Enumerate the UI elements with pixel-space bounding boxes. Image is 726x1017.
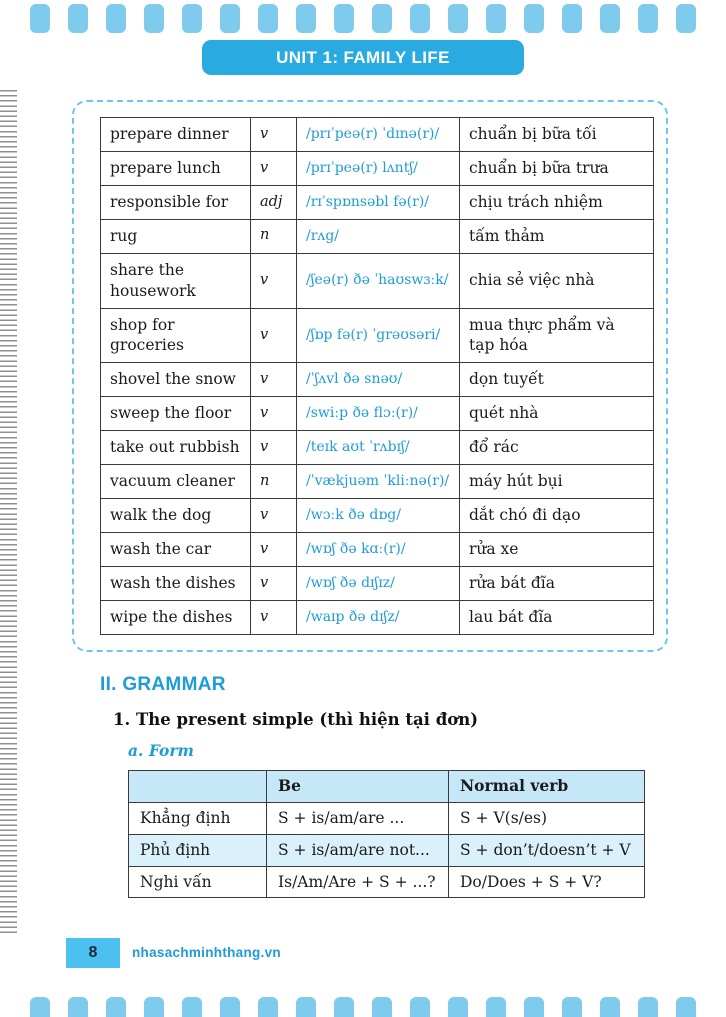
decor-tab xyxy=(144,997,164,1017)
form-table xyxy=(128,770,645,899)
form-row xyxy=(129,866,645,898)
vocab-row xyxy=(101,185,654,219)
decor-tab xyxy=(30,997,50,1017)
vocab-meaning: mua thực phẩm và tạp hóa xyxy=(460,308,654,363)
unit-title: UNIT 1: FAMILY LIFE xyxy=(276,47,450,67)
vocab-pronunciation: /wɒʃ ðə kɑː(r)/ xyxy=(297,532,460,566)
vocab-pronunciation: /ʃeə(r) ðə ˈhaʊswɜːk/ xyxy=(297,253,460,308)
vocab-meaning: dọn tuyết xyxy=(460,363,654,397)
vocab-part-of-speech: v xyxy=(251,499,297,533)
decor-tab xyxy=(524,997,544,1017)
decor-tab xyxy=(676,4,696,33)
vocab-term: shovel the snow xyxy=(101,363,251,397)
vocab-part-of-speech: v xyxy=(251,532,297,566)
form-verb-cell: Do/Does + S + V? xyxy=(449,866,645,898)
vocab-row xyxy=(101,397,654,431)
vocab-pronunciation: /prɪˈpeə(r) lʌntʃ/ xyxy=(297,151,460,185)
vocab-pronunciation: /ˈvækjuəm ˈkliːnə(r)/ xyxy=(297,465,460,499)
vocab-pronunciation: /ʃɒp fə(r) ˈgrəʊsəri/ xyxy=(297,308,460,363)
form-row xyxy=(129,834,645,866)
decor-tab xyxy=(220,4,240,33)
vocabulary-table xyxy=(100,117,654,635)
vocab-meaning: tấm thảm xyxy=(460,219,654,253)
vocab-row xyxy=(101,499,654,533)
decor-tab xyxy=(372,997,392,1017)
vocab-term: rug xyxy=(101,219,251,253)
present-simple-heading: 1. The present simple (thì hiện tại đơn) xyxy=(113,709,479,729)
vocab-row xyxy=(101,363,654,397)
vocab-term: shop for groceries xyxy=(101,308,251,363)
decor-tab xyxy=(30,4,50,33)
vocab-pronunciation: /teɪk aʊt ˈrʌbɪʃ/ xyxy=(297,431,460,465)
vocab-row xyxy=(101,118,654,152)
vocab-meaning: quét nhà xyxy=(460,397,654,431)
vocab-term: wash the car xyxy=(101,532,251,566)
vocab-table-body xyxy=(101,118,654,635)
vocab-meaning: chia sẻ việc nhà xyxy=(460,253,654,308)
form-row-label: Khẳng định xyxy=(129,802,267,834)
vocab-part-of-speech: adj xyxy=(251,185,297,219)
vocab-pronunciation: /wɔːk ðə dɒg/ xyxy=(297,499,460,533)
decor-tab xyxy=(296,997,316,1017)
vocab-row xyxy=(101,253,654,308)
vocab-part-of-speech: v xyxy=(251,431,297,465)
vocab-term: responsible for xyxy=(101,185,251,219)
vocab-part-of-speech: v xyxy=(251,397,297,431)
decor-tab xyxy=(334,997,354,1017)
vocab-part-of-speech: v xyxy=(251,308,297,363)
decor-tab xyxy=(106,997,126,1017)
vocabulary-panel xyxy=(72,100,668,652)
form-header-normal-verb: Normal verb xyxy=(449,770,645,802)
vocab-term: vacuum cleaner xyxy=(101,465,251,499)
decor-tab xyxy=(334,4,354,33)
form-be-cell: S + is/am/are ... xyxy=(267,802,449,834)
vocab-row xyxy=(101,566,654,600)
vocab-meaning: chuẩn bị bữa trưa xyxy=(460,151,654,185)
form-row xyxy=(129,802,645,834)
decor-tab xyxy=(182,4,202,33)
form-table-header-row xyxy=(129,770,645,802)
vocab-row xyxy=(101,532,654,566)
decor-tab xyxy=(372,4,392,33)
vocab-pronunciation: /ˈʃʌvl ðə snəʊ/ xyxy=(297,363,460,397)
decor-tab xyxy=(562,4,582,33)
top-decoration xyxy=(0,4,726,33)
decor-tab xyxy=(562,997,582,1017)
decor-tab xyxy=(68,997,88,1017)
vocab-row xyxy=(101,431,654,465)
vocab-meaning: dắt chó đi dạo xyxy=(460,499,654,533)
vocab-part-of-speech: n xyxy=(251,465,297,499)
vocab-row xyxy=(101,465,654,499)
vocab-meaning: rửa bát đĩa xyxy=(460,566,654,600)
footer xyxy=(0,938,726,968)
form-row-label: Nghi vấn xyxy=(129,866,267,898)
decor-tab xyxy=(448,997,468,1017)
vocab-row xyxy=(101,219,654,253)
vocab-row xyxy=(101,151,654,185)
decor-tab xyxy=(296,4,316,33)
form-table-body xyxy=(129,802,645,898)
vocab-part-of-speech: n xyxy=(251,219,297,253)
decor-tab xyxy=(676,997,696,1017)
vocab-pronunciation: /prɪˈpeə(r) ˈdɪnə(r)/ xyxy=(297,118,460,152)
page-number: 8 xyxy=(88,944,98,961)
grammar-section xyxy=(72,674,668,899)
vocab-meaning: chuẩn bị bữa tối xyxy=(460,118,654,152)
decor-tab xyxy=(220,997,240,1017)
vocab-term: prepare dinner xyxy=(101,118,251,152)
footer-website: nhasachminhthang.vn xyxy=(132,945,281,960)
vocab-term: prepare lunch xyxy=(101,151,251,185)
vocab-meaning: máy hút bụi xyxy=(460,465,654,499)
decor-tab xyxy=(410,4,430,33)
decor-tab xyxy=(410,997,430,1017)
decor-tab xyxy=(638,997,658,1017)
vocab-pronunciation: /wɒʃ ðə dɪʃɪz/ xyxy=(297,566,460,600)
vocab-meaning: lau bát đĩa xyxy=(460,600,654,634)
vocab-pronunciation: /swiːp ðə flɔː(r)/ xyxy=(297,397,460,431)
decor-tab xyxy=(486,4,506,33)
vocab-term: sweep the floor xyxy=(101,397,251,431)
decor-tab xyxy=(182,997,202,1017)
vocab-part-of-speech: v xyxy=(251,151,297,185)
vocab-term: take out rubbish xyxy=(101,431,251,465)
grammar-heading: II. GRAMMAR xyxy=(100,673,226,695)
vocab-term: wash the dishes xyxy=(101,566,251,600)
decor-tab xyxy=(106,4,126,33)
vocab-term: walk the dog xyxy=(101,499,251,533)
vocab-pronunciation: /rʌg/ xyxy=(297,219,460,253)
vocab-term: wipe the dishes xyxy=(101,600,251,634)
form-label: a. Form xyxy=(128,740,194,760)
vocab-row xyxy=(101,308,654,363)
vocab-meaning: chịu trách nhiệm xyxy=(460,185,654,219)
vocab-part-of-speech: v xyxy=(251,600,297,634)
vocab-pronunciation: /waɪp ðə dɪʃz/ xyxy=(297,600,460,634)
form-verb-cell: S + don’t/doesn’t + V xyxy=(449,834,645,866)
form-header-empty xyxy=(129,770,267,802)
vocab-part-of-speech: v xyxy=(251,253,297,308)
decor-tab xyxy=(68,4,88,33)
bottom-decoration xyxy=(0,997,726,1017)
vocab-pronunciation: /rɪˈspɒnsəbl fə(r)/ xyxy=(297,185,460,219)
decor-tab xyxy=(600,997,620,1017)
form-verb-cell: S + V(s/es) xyxy=(449,802,645,834)
vocab-meaning: rửa xe xyxy=(460,532,654,566)
form-header-be: Be xyxy=(267,770,449,802)
decor-tab xyxy=(600,4,620,33)
vocab-row xyxy=(101,600,654,634)
decor-tab xyxy=(486,997,506,1017)
unit-title-banner xyxy=(202,40,524,75)
decor-tab xyxy=(638,4,658,33)
decor-tab xyxy=(144,4,164,33)
form-be-cell: S + is/am/are not... xyxy=(267,834,449,866)
decor-tab xyxy=(258,997,278,1017)
decor-tab xyxy=(448,4,468,33)
vocab-part-of-speech: v xyxy=(251,118,297,152)
vocab-term: share the housework xyxy=(101,253,251,308)
form-be-cell: Is/Am/Are + S + ...? xyxy=(267,866,449,898)
left-binding-decoration xyxy=(0,90,17,935)
vocab-part-of-speech: v xyxy=(251,566,297,600)
page-number-badge xyxy=(66,938,120,968)
vocab-part-of-speech: v xyxy=(251,363,297,397)
decor-tab xyxy=(524,4,544,33)
decor-tab xyxy=(258,4,278,33)
vocab-meaning: đổ rác xyxy=(460,431,654,465)
form-row-label: Phủ định xyxy=(129,834,267,866)
